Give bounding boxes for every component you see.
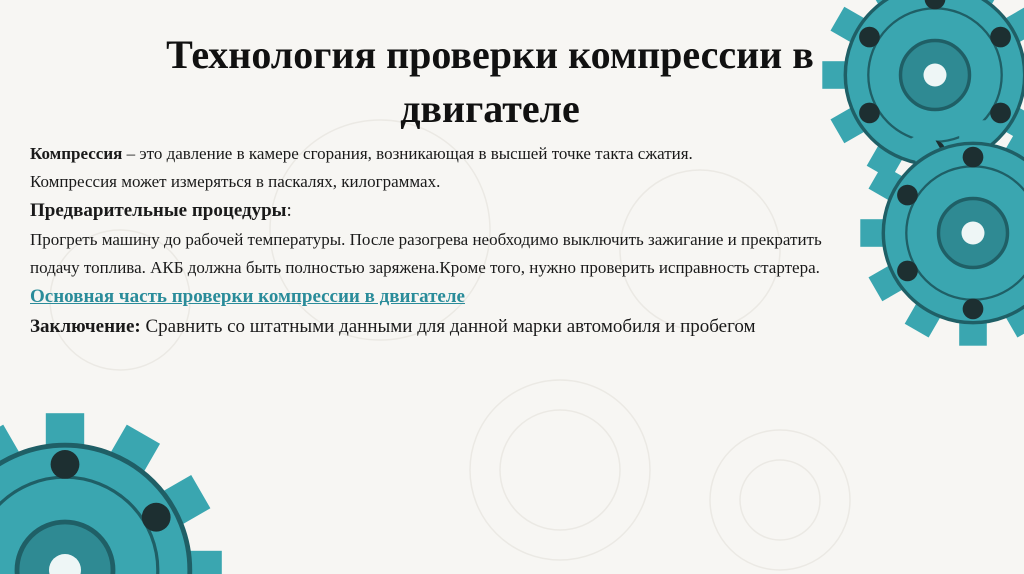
definition-text: – это давление в камере сгорания, возникающая в высшей точке такта сжатия.	[122, 144, 693, 163]
prelim-heading-colon: :	[286, 200, 292, 221]
definition-paragraph	[30, 140, 875, 168]
main-part-link[interactable]: Основная часть проверки компрессии в двигателе	[30, 286, 465, 307]
gear-icon	[0, 410, 225, 574]
units-paragraph: Компрессия может измеряться в паскалях, килограммах.	[30, 172, 441, 191]
prelim-heading	[30, 196, 875, 226]
conclusion-label: Заключение:	[30, 316, 141, 337]
prelim-heading-text: Предварительные процедуры	[30, 200, 287, 221]
prelim-paragraph: Прогреть машину до рабочей температуры. После разогрева необходимо выключить зажигание и прекратить подачу топлива. АКБ должна быть полностью заряжена.Кроме того, нужно проверить исправность стартера.	[30, 230, 822, 277]
slide-body	[30, 140, 875, 342]
gear-icon	[858, 118, 1024, 348]
definition-term: Компрессия	[30, 144, 123, 163]
conclusion-paragraph	[30, 312, 875, 342]
main-part-paragraph	[30, 282, 875, 312]
conclusion-text: Сравнить со штатными данными для данной марки автомобиля и пробегом	[140, 316, 756, 337]
slide-title: Технология проверки компрессии в двигателе	[166, 32, 814, 131]
